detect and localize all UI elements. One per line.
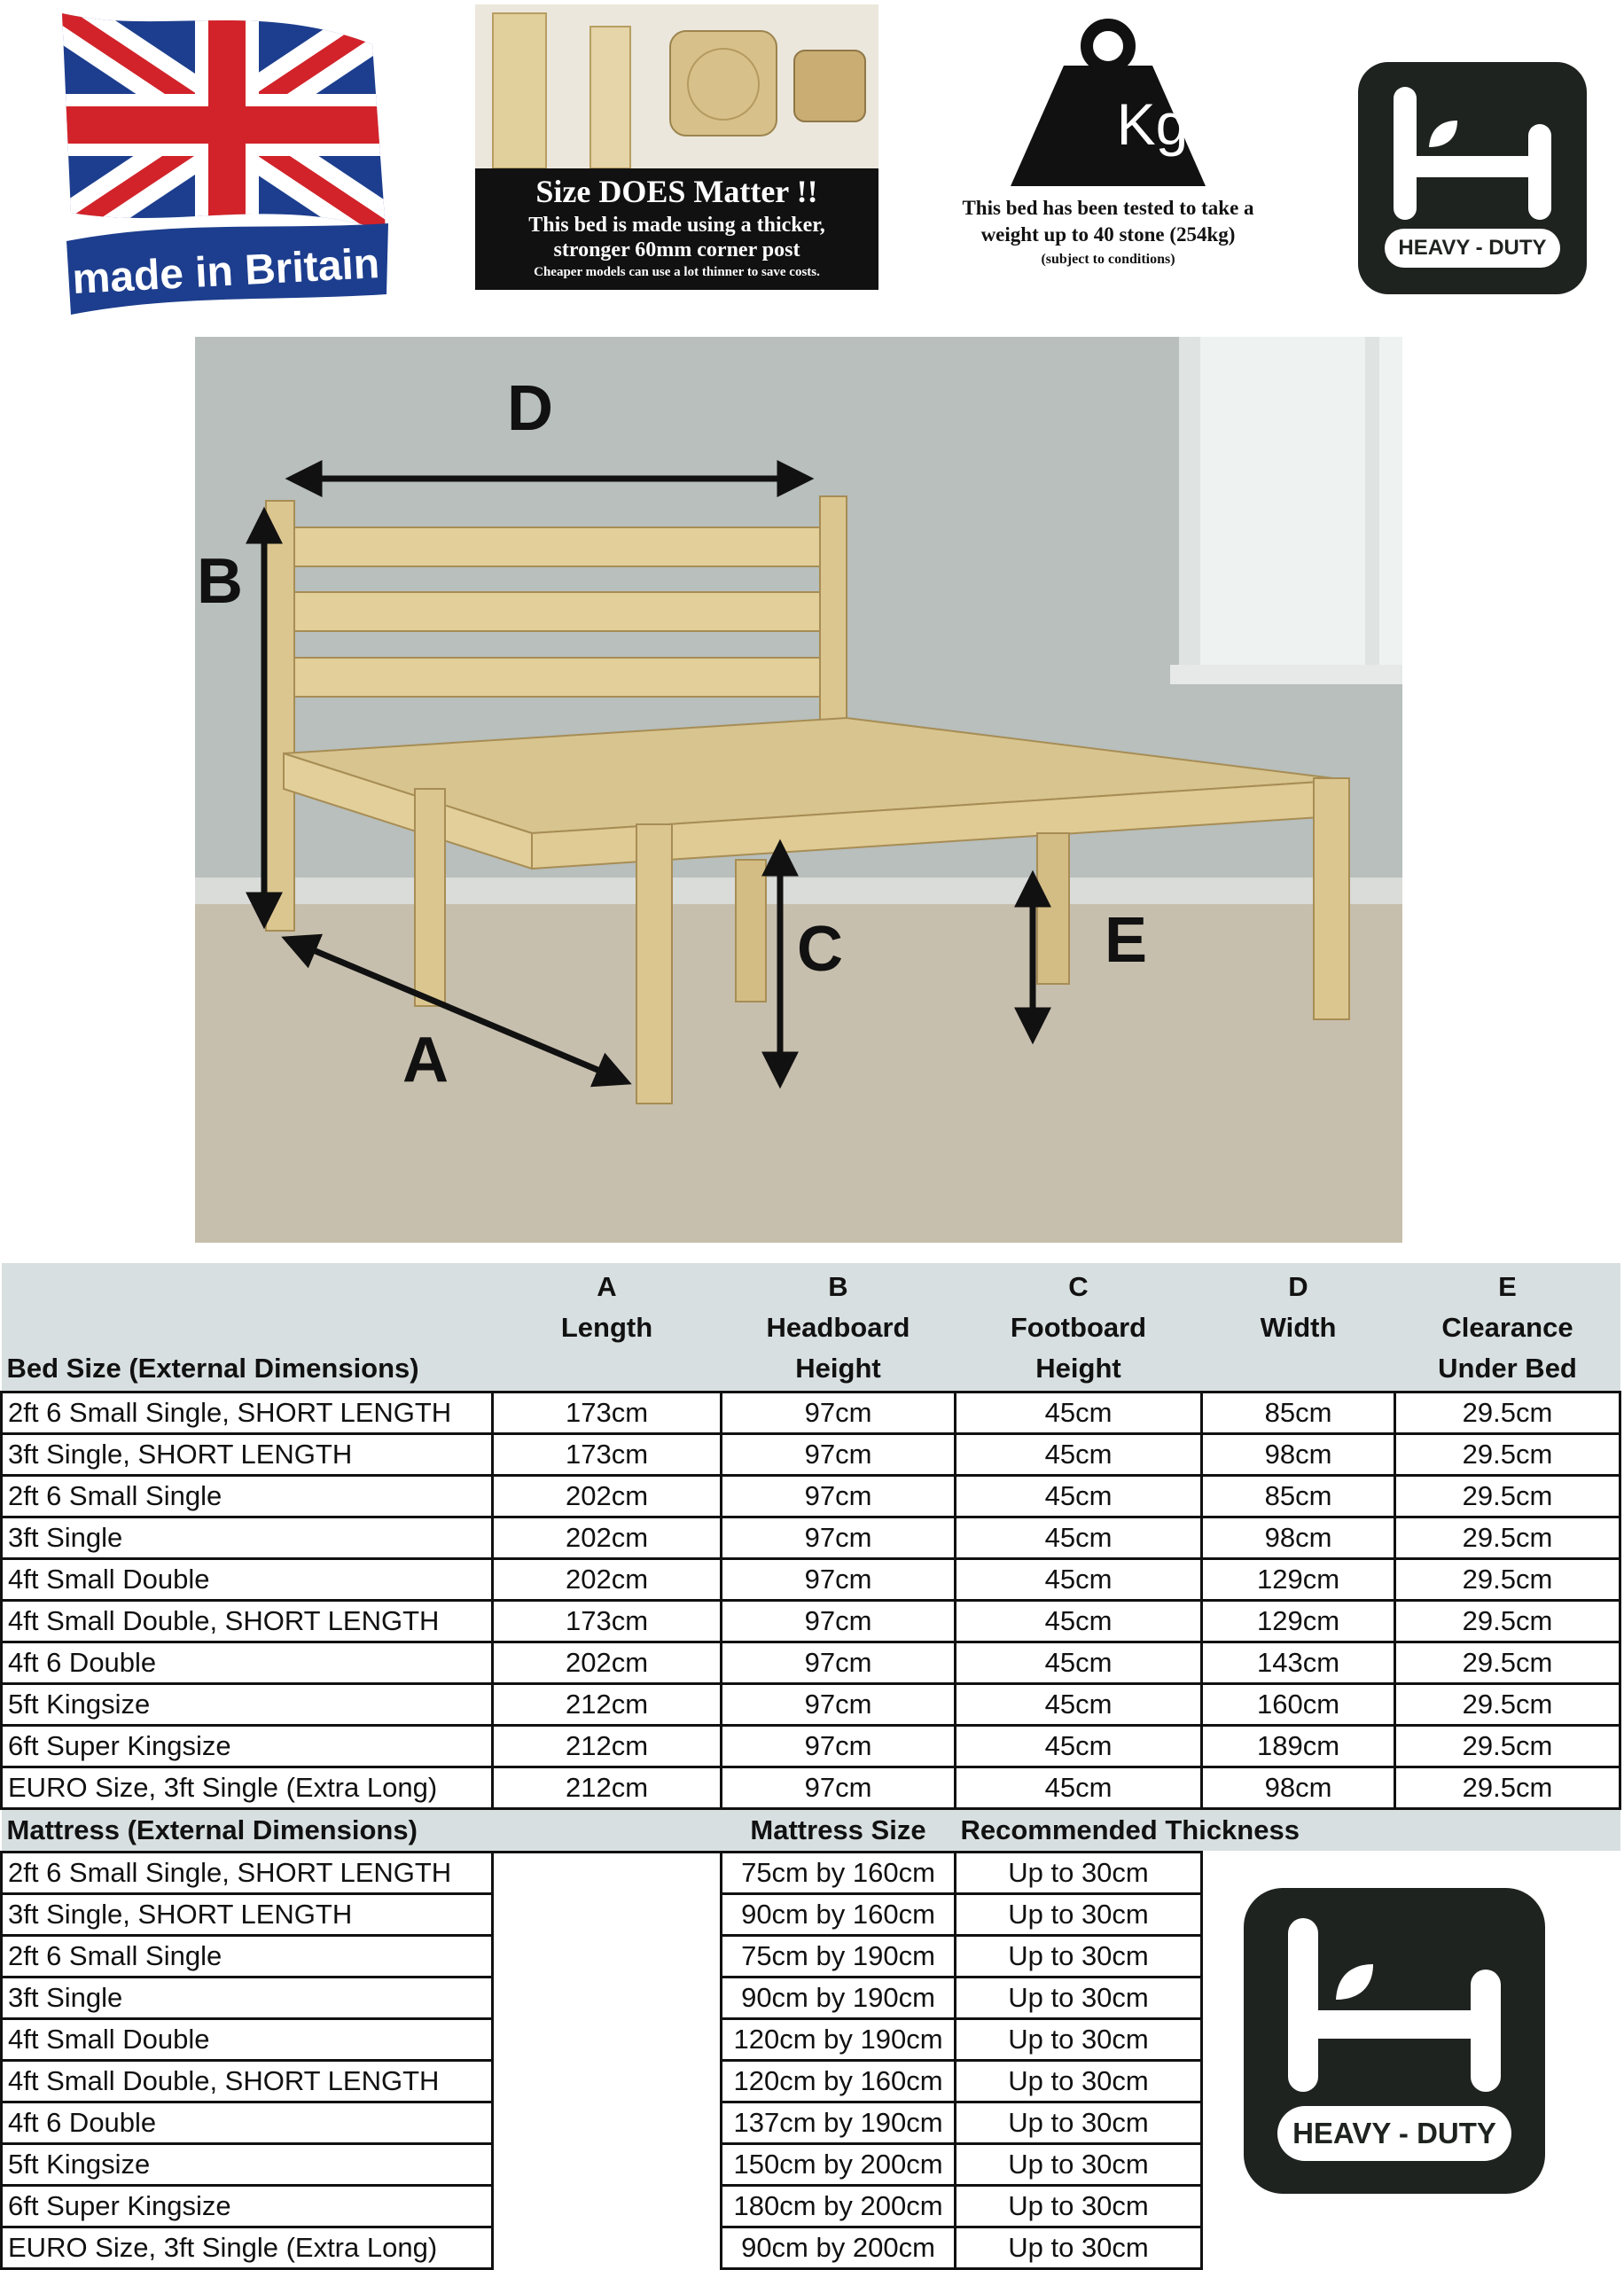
heavy-duty-label: HEAVY - DUTY (1277, 2106, 1511, 2161)
bed-icon (1244, 1888, 1545, 2101)
mattress-size-value: 75cm by 190cm (722, 1936, 956, 1977)
label-b: B (197, 546, 243, 617)
bed-dimension-value: 202cm (493, 1559, 722, 1601)
bed-size-name: 3ft Single (2, 1517, 493, 1559)
mattress-size-value: 90cm by 160cm (722, 1894, 956, 1936)
mattress-size-value: 120cm by 160cm (722, 2061, 956, 2102)
bed-size-name: 4ft Small Double (2, 1559, 493, 1601)
col-c-header: C Footboard Height (956, 1263, 1202, 1392)
mattress-table-header (2, 1809, 1620, 1853)
weight-badge (931, 9, 1285, 275)
bed-dimension-value: 97cm (722, 1684, 956, 1726)
mattress-bed-name: 4ft Small Double (2, 2019, 493, 2061)
mattress-size-value: 90cm by 200cm (722, 2227, 956, 2269)
bed-dimension-value: 212cm (493, 1684, 722, 1726)
col-e-header: E Clearance Under Bed (1395, 1263, 1620, 1392)
label-d: D (507, 373, 553, 444)
bed-dimension-value: 202cm (493, 1476, 722, 1517)
mattress-size-value: 137cm by 190cm (722, 2102, 956, 2144)
badge-area-cell (1202, 2227, 1620, 2269)
bed-dimension-value: 97cm (722, 1642, 956, 1684)
mattress-size-header: Mattress Size (722, 1809, 956, 1853)
bed-dimension-value: 97cm (722, 1476, 956, 1517)
bed-size-row (2, 1726, 1620, 1767)
bed-dimension-value: 212cm (493, 1767, 722, 1809)
bed-dimension-value: 160cm (1202, 1684, 1395, 1726)
col-d-header: D Width (1202, 1263, 1395, 1392)
bed-size-row (2, 1517, 1620, 1559)
mattress-blank-cell (493, 2019, 722, 2061)
bed-dimension-value: 98cm (1202, 1767, 1395, 1809)
mattress-blank-cell (493, 1977, 722, 2019)
bed-dimension-value: 98cm (1202, 1517, 1395, 1559)
mattress-blank-cell (493, 1894, 722, 1936)
bed-dimension-value: 45cm (956, 1726, 1202, 1767)
mattress-bed-name: 2ft 6 Small Single, SHORT LENGTH (2, 1853, 493, 1894)
bed-dimension-value: 29.5cm (1395, 1392, 1620, 1434)
union-jack-flag-icon (53, 9, 399, 315)
weight-line2: weight up to 40 stone (254kg) (980, 223, 1236, 246)
mattress-bed-name: 4ft Small Double, SHORT LENGTH (2, 2061, 493, 2102)
mattress-row (2, 2227, 1620, 2269)
bed-size-name: 2ft 6 Small Single, SHORT LENGTH (2, 1392, 493, 1434)
bed-size-header: Bed Size (External Dimensions) (2, 1263, 493, 1392)
bed-dimension-value: 29.5cm (1395, 1767, 1620, 1809)
bed-dimension-value: 97cm (722, 1767, 956, 1809)
bed-size-name: 5ft Kingsize (2, 1684, 493, 1726)
bed-dimension-value: 97cm (722, 1601, 956, 1642)
bed-dimension-value: 212cm (493, 1726, 722, 1767)
mattress-thickness-value: Up to 30cm (956, 1977, 1202, 2019)
bed-size-row (2, 1684, 1620, 1726)
bed-dimension-value: 173cm (493, 1434, 722, 1476)
bed-size-row (2, 1642, 1620, 1684)
mattress-bed-name: 3ft Single (2, 1977, 493, 2019)
weight-line3: (subject to conditions) (1041, 252, 1175, 267)
mattress-thickness-value: Up to 30cm (956, 1894, 1202, 1936)
bed-dimension-value: 29.5cm (1395, 1559, 1620, 1601)
bed-table-header (2, 1263, 1620, 1392)
mattress-thickness-value: Up to 30cm (956, 1853, 1202, 1894)
bed-size-name: 2ft 6 Small Single (2, 1476, 493, 1517)
mattress-blank-cell (493, 2061, 722, 2102)
corner-post-photo (475, 4, 878, 168)
mattress-bed-name: 6ft Super Kingsize (2, 2186, 493, 2227)
mattress-thickness-value: Up to 30cm (956, 2144, 1202, 2186)
mattress-blank-cell (493, 2102, 722, 2144)
bed-size-row (2, 1601, 1620, 1642)
size-matters-line3: Cheaper models can use a lot thinner to save costs. (534, 265, 820, 279)
thickness-header: Recommended Thickness (956, 1809, 1620, 1853)
mattress-thickness-value: Up to 30cm (956, 2019, 1202, 2061)
bed-dimension-value: 129cm (1202, 1601, 1395, 1642)
size-matters-line2: stronger 60mm corner post (553, 238, 800, 261)
col-a-header: A Length (493, 1263, 722, 1392)
bed-dimension-value: 29.5cm (1395, 1434, 1620, 1476)
mattress-bed-name: 2ft 6 Small Single (2, 1936, 493, 1977)
mattress-blank-cell (493, 1936, 722, 1977)
bed-icon (1358, 62, 1587, 230)
made-in-britain-text: made in Britain (71, 239, 381, 304)
bed-size-name: 3ft Single, SHORT LENGTH (2, 1434, 493, 1476)
heavy-duty-badge-top (1358, 62, 1587, 294)
bed-dimension-value: 97cm (722, 1392, 956, 1434)
mattress-thickness-value: Up to 30cm (956, 2102, 1202, 2144)
size-matters-badge (475, 4, 878, 290)
bed-size-row (2, 1476, 1620, 1517)
bed-dimension-value: 29.5cm (1395, 1601, 1620, 1642)
bed-size-name: EURO Size, 3ft Single (Extra Long) (2, 1767, 493, 1809)
mattress-blank-cell (493, 2186, 722, 2227)
mattress-header: Mattress (External Dimensions) (2, 1809, 493, 1853)
mattress-bed-name: 4ft 6 Double (2, 2102, 493, 2144)
mattress-bed-name: EURO Size, 3ft Single (Extra Long) (2, 2227, 493, 2269)
bed-dimensions-diagram (195, 337, 1402, 1243)
col-b-header: B Headboard Height (722, 1263, 956, 1392)
mattress-size-value: 90cm by 190cm (722, 1977, 956, 2019)
bed-dimension-value: 45cm (956, 1767, 1202, 1809)
bed-dimension-value: 45cm (956, 1434, 1202, 1476)
mattress-blank-cell (493, 2227, 722, 2269)
mattress-blank-cell (493, 1853, 722, 1894)
bed-dimension-value: 45cm (956, 1559, 1202, 1601)
bed-dimension-value: 85cm (1202, 1392, 1395, 1434)
size-matters-line1: This bed is made using a thicker, (528, 214, 825, 237)
bed-dimension-value: 45cm (956, 1642, 1202, 1684)
bed-dimension-value: 29.5cm (1395, 1684, 1620, 1726)
weight-line1: This bed has been tested to take a (962, 197, 1254, 219)
bed-dimension-value: 45cm (956, 1476, 1202, 1517)
weight-unit-text: Kg (1116, 91, 1189, 157)
bed-dimension-value: 45cm (956, 1392, 1202, 1434)
bed-size-row (2, 1767, 1620, 1809)
mattress-bed-name: 5ft Kingsize (2, 2144, 493, 2186)
bed-dimension-value: 97cm (722, 1434, 956, 1476)
bed-size-row (2, 1434, 1620, 1476)
heavy-duty-badge-bottom (1244, 1888, 1545, 2194)
bed-dimension-value: 98cm (1202, 1434, 1395, 1476)
bed-dimension-value: 173cm (493, 1392, 722, 1434)
bed-size-row (2, 1392, 1620, 1434)
mattress-size-value: 75cm by 160cm (722, 1853, 956, 1894)
bed-dimension-value: 173cm (493, 1601, 722, 1642)
bed-dimension-value: 202cm (493, 1517, 722, 1559)
bed-dimension-value: 85cm (1202, 1476, 1395, 1517)
bed-size-row (2, 1559, 1620, 1601)
mattress-size-value: 180cm by 200cm (722, 2186, 956, 2227)
bed-dimension-value: 202cm (493, 1642, 722, 1684)
bed-dimension-value: 143cm (1202, 1642, 1395, 1684)
mattress-blank-cell (493, 2144, 722, 2186)
bed-size-name: 4ft Small Double, SHORT LENGTH (2, 1601, 493, 1642)
bed-dimension-value: 97cm (722, 1517, 956, 1559)
label-a: A (402, 1025, 449, 1096)
label-c: C (797, 914, 843, 985)
bed-dimension-value: 45cm (956, 1684, 1202, 1726)
bed-dimension-value: 97cm (722, 1726, 956, 1767)
bed-dimension-value: 97cm (722, 1559, 956, 1601)
mattress-thickness-value: Up to 30cm (956, 2227, 1202, 2269)
bed-dimension-value: 29.5cm (1395, 1476, 1620, 1517)
mattress-size-value: 150cm by 200cm (722, 2144, 956, 2186)
bed-dimension-value: 45cm (956, 1517, 1202, 1559)
made-in-britain-badge (53, 9, 399, 315)
bed-dimension-value: 129cm (1202, 1559, 1395, 1601)
mattress-thickness-value: Up to 30cm (956, 2186, 1202, 2227)
label-e: E (1104, 905, 1148, 976)
bed-dimension-value: 29.5cm (1395, 1726, 1620, 1767)
mattress-thickness-value: Up to 30cm (956, 1936, 1202, 1977)
mattress-size-value: 120cm by 190cm (722, 2019, 956, 2061)
mattress-thickness-value: Up to 30cm (956, 2061, 1202, 2102)
mattress-bed-name: 3ft Single, SHORT LENGTH (2, 1894, 493, 1936)
bed-size-name: 4ft 6 Double (2, 1642, 493, 1684)
bed-dimension-value: 29.5cm (1395, 1517, 1620, 1559)
bed-size-name: 6ft Super Kingsize (2, 1726, 493, 1767)
bed-dimension-value: 45cm (956, 1601, 1202, 1642)
bed-dimension-value: 29.5cm (1395, 1642, 1620, 1684)
bed-dimension-value: 189cm (1202, 1726, 1395, 1767)
heavy-duty-label: HEAVY - DUTY (1385, 229, 1560, 268)
size-matters-title: Size DOES Matter !! (535, 174, 818, 209)
